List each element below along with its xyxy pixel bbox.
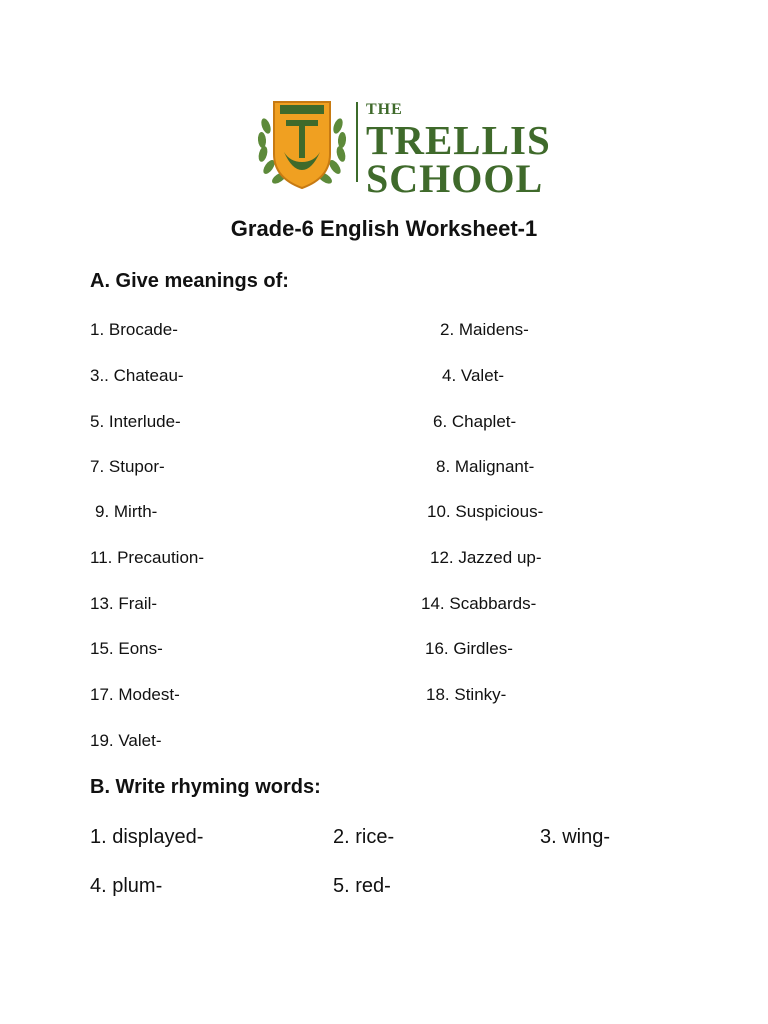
vocab-item: 9. Mirth- [95,502,158,521]
logo-divider [356,102,358,182]
vocab-item: 7. Stupor- [90,457,165,476]
vocab-item: 2. Maidens- [440,320,529,339]
school-name-line-3: SCHOOL [366,156,544,201]
vocab-item: 15. Eons- [90,639,163,658]
school-name-line-2: TRELLIS [366,117,551,163]
vocab-item: 14. Scabbards- [421,594,537,613]
vocab-item: 11. Precaution- [90,548,205,567]
rhyme-item: 1. displayed- [90,826,204,848]
school-name [366,102,551,199]
vocab-item: 13. Frail- [90,594,158,613]
section-b-heading: B. Write rhyming words: [90,776,321,798]
rhyme-item: 3. wing- [540,826,611,848]
vocab-item: 6. Chaplet- [433,412,517,431]
vocab-item: 10. Suspicious- [427,502,544,521]
vocab-item: 19. Valet- [90,731,162,750]
section-a-heading: A. Give meanings of: [90,270,289,292]
school-name-line-1: THE [366,101,403,118]
rhyme-item: 4. plum- [90,875,163,897]
vocab-item: 3.. Chateau- [90,366,184,385]
vocab-item: 12. Jazzed up- [430,548,542,567]
vocab-item: 17. Modest- [90,685,180,704]
rhyme-item: 5. red- [333,875,391,897]
vocab-item: 4. Valet- [442,366,505,385]
vocab-item: 1. Brocade- [90,320,178,339]
rhyme-item: 2. rice- [333,826,395,848]
school-crest-icon [252,96,352,196]
school-logo [252,96,551,201]
vocab-item: 16. Girdles- [425,639,513,658]
vocab-item: 18. Stinky- [426,685,507,704]
vocab-item: 5. Interlude- [90,412,181,431]
vocab-item: 8. Malignant- [436,457,535,476]
worksheet-title: Grade-6 English Worksheet-1 [230,216,538,241]
